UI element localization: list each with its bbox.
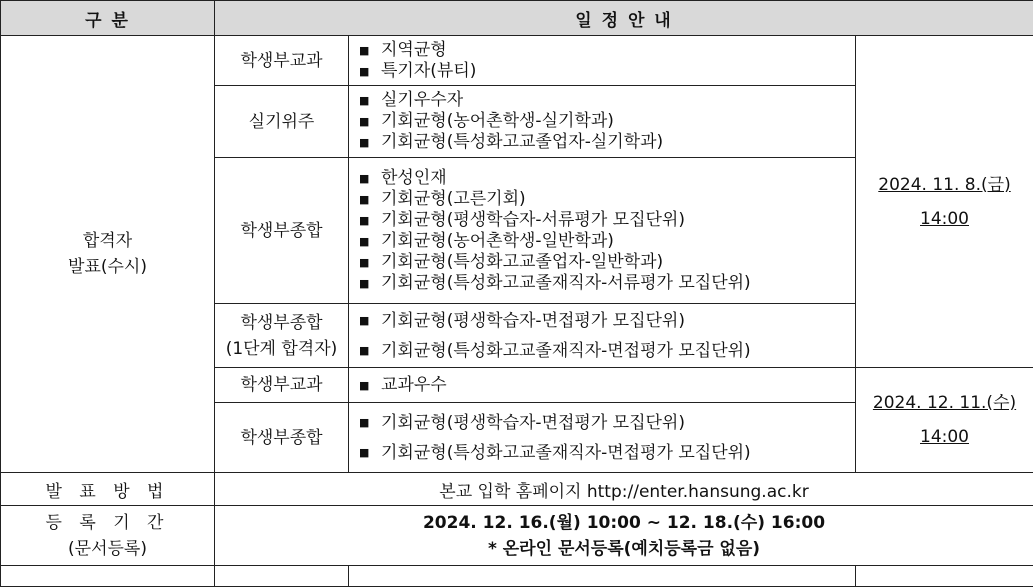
announcement-time: 14:00 bbox=[856, 202, 1033, 236]
list-item: ■ 기회균형(특성화고교졸업자-실기학과) bbox=[359, 132, 855, 153]
list-item: ■ 기회균형(고른기회) bbox=[359, 189, 855, 210]
announcement-date: 2024. 12. 11.(수) bbox=[856, 386, 1033, 420]
bullet-icon: ■ bbox=[359, 252, 369, 273]
registration-period: 2024. 12. 16.(월) 10:00 ~ 12. 18.(수) 16:00 * 온라인 문서등록(예치등록금 없음) bbox=[215, 506, 1033, 566]
announcement-time: 14:00 bbox=[856, 420, 1033, 454]
item-list bbox=[349, 304, 856, 368]
category-cell: 학생부종합 bbox=[215, 158, 349, 304]
announcement-date: 2024. 11. 8.(금) bbox=[856, 168, 1033, 202]
table-row bbox=[1, 36, 1033, 86]
bullet-icon: ■ bbox=[359, 90, 369, 111]
list-item: ■ 기회균형(특성화고교졸재직자-면접평가 모집단위) bbox=[359, 336, 855, 366]
bullet-icon: ■ bbox=[359, 40, 369, 61]
list-item: ■ 기회균형(특성화고교졸재직자-서류평가 모집단위) bbox=[359, 273, 855, 294]
list-item: ■ 실기우수자 bbox=[359, 90, 855, 111]
item-list bbox=[349, 36, 856, 86]
item-list bbox=[349, 403, 856, 473]
bullet-icon: ■ bbox=[359, 231, 369, 252]
category-cell: 학생부교과 bbox=[215, 36, 349, 86]
list-item: ■ 한성인재 bbox=[359, 168, 855, 189]
category-cell: 학생부종합 bbox=[215, 403, 349, 473]
date-cell-2 bbox=[856, 368, 1033, 473]
bullet-icon: ■ bbox=[359, 336, 369, 366]
method-label: 발 표 방 법 bbox=[1, 473, 215, 506]
table-header-row bbox=[1, 1, 1033, 36]
list-item: ■ 지역균형 bbox=[359, 40, 855, 61]
list-item: ■ 특기자(뷰티) bbox=[359, 61, 855, 82]
list-item: ■ 기회균형(특성화고교졸업자-일반학과) bbox=[359, 252, 855, 273]
list-item: ■ 기회균형(평생학습자-면접평가 모집단위) bbox=[359, 408, 855, 438]
bullet-icon: ■ bbox=[359, 168, 369, 189]
bullet-icon: ■ bbox=[359, 306, 369, 336]
list-item: ■ 기회균형(농어촌학생-일반학과) bbox=[359, 231, 855, 252]
list-item: ■ 기회균형(평생학습자-서류평가 모집단위) bbox=[359, 210, 855, 231]
bullet-icon: ■ bbox=[359, 210, 369, 231]
list-item: ■ 기회균형(평생학습자-면접평가 모집단위) bbox=[359, 306, 855, 336]
header-category: 구 분 bbox=[1, 1, 215, 36]
list-item: ■ 기회균형(특성화고교졸재직자-면접평가 모집단위) bbox=[359, 438, 855, 468]
announcement-label: 합격자 발표(수시) bbox=[1, 36, 215, 473]
category-cell: 실기위주 bbox=[215, 86, 349, 158]
bullet-icon: ■ bbox=[359, 61, 369, 82]
header-schedule: 일 정 안 내 bbox=[215, 1, 1033, 36]
date-cell-1 bbox=[856, 36, 1033, 368]
category-cell: 학생부교과 bbox=[215, 368, 349, 403]
bullet-icon: ■ bbox=[359, 111, 369, 132]
registration-label: 등 록 기 간 (문서등록) bbox=[1, 506, 215, 566]
item-list bbox=[349, 86, 856, 158]
bullet-icon: ■ bbox=[359, 189, 369, 210]
bullet-icon: ■ bbox=[359, 438, 369, 468]
item-list bbox=[349, 368, 856, 403]
table-row-partial bbox=[1, 566, 1033, 587]
bullet-icon: ■ bbox=[359, 273, 369, 294]
item-list bbox=[349, 158, 856, 304]
table-row bbox=[1, 473, 1033, 506]
method-value: 본교 입학 홈페이지 http://enter.hansung.ac.kr bbox=[215, 473, 1033, 506]
bullet-icon: ■ bbox=[359, 375, 369, 396]
category-cell: 학생부종합 (1단계 합격자) bbox=[215, 304, 349, 368]
list-item: ■ 교과우수 bbox=[359, 375, 855, 396]
table-row bbox=[1, 506, 1033, 566]
bullet-icon: ■ bbox=[359, 132, 369, 153]
bullet-icon: ■ bbox=[359, 408, 369, 438]
list-item: ■ 기회균형(농어촌학생-실기학과) bbox=[359, 111, 855, 132]
